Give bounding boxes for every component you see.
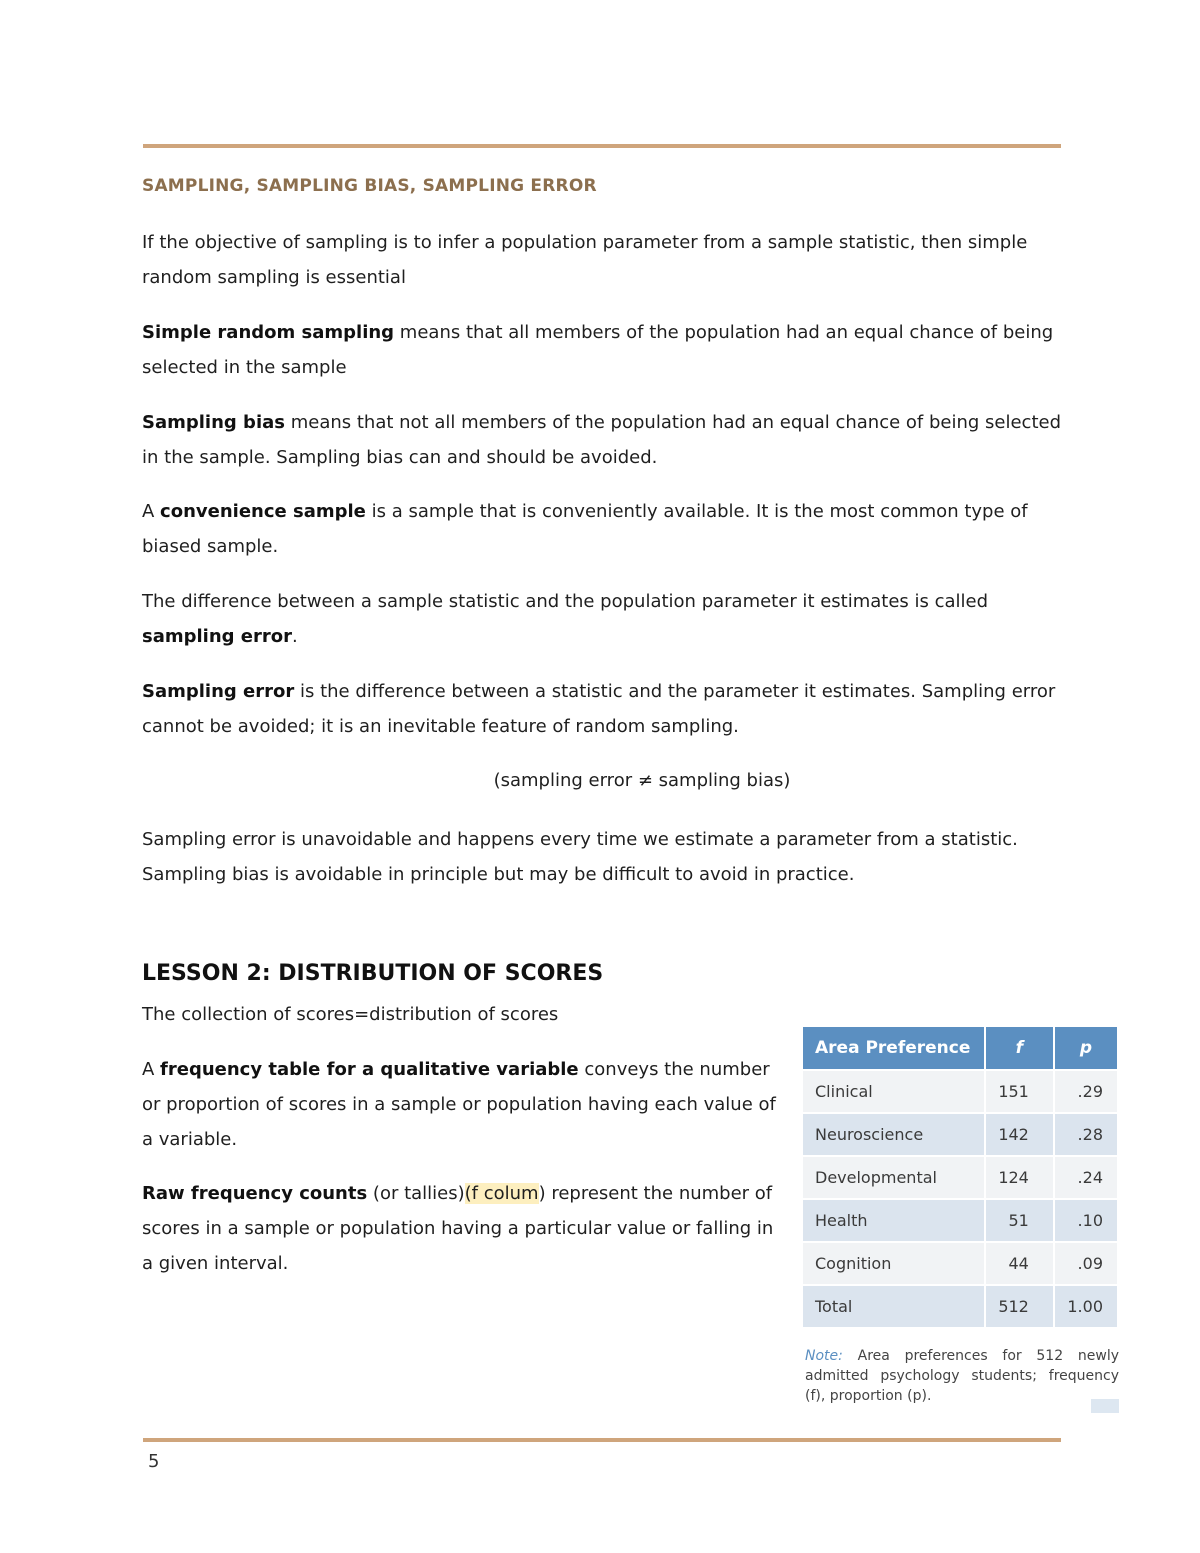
centered-equation: (sampling error ≠ sampling bias) [493,770,791,791]
term-convenience-sample: convenience sample [160,501,366,522]
cell-f: 44 [986,1243,1053,1284]
paragraph-text: The difference between a sample statistic and the population parameter it estimates is called [142,591,989,612]
cell-p: .24 [1055,1157,1117,1198]
cell-f: 124 [986,1157,1053,1198]
paragraph-frequency-table [142,1052,782,1157]
decorative-block [1091,1399,1119,1413]
cell-f: 142 [986,1114,1053,1155]
cell-f: 512 [986,1286,1053,1327]
highlighted-text: (f colum [464,1183,539,1204]
paragraph-suffix: . [292,626,298,647]
paragraph-sampling-bias [142,405,1062,475]
table-note [805,1346,1119,1406]
term-sampling-error: sampling error [142,626,293,647]
paragraph-srs-objective [142,225,1062,295]
table-row [803,1114,1117,1155]
cell-area: Total [803,1286,984,1327]
cell-p: 1.00 [1055,1286,1117,1327]
table-row [803,1157,1117,1198]
paragraph-difference [142,584,1062,654]
paragraph-prefix: A [142,501,161,522]
cell-area: Health [803,1200,984,1241]
definition-text: conveys the number or proportion of scores in a sample or population having each value of a variable. [142,1059,776,1150]
note-label: Note: [805,1348,843,1364]
lesson-intro [142,997,782,1032]
note-text: Area preferences for 512 newly admitted psychology students; frequency (f), proportion (p). [805,1348,1119,1404]
paragraph-text: Sampling error is unavoidable and happens every time we estimate a parameter from a statistic. Sampling bias is avoidable in principle but may be difficult to avoid in practice. [142,829,1018,885]
section-heading: SAMPLING, SAMPLING BIAS, SAMPLING ERROR [142,176,597,196]
frequency-table [803,1027,1117,1329]
cell-p: .10 [1055,1200,1117,1241]
table-row [803,1243,1117,1284]
paragraph-convenience-sample [142,494,1062,564]
top-divider [143,144,1061,148]
column-header-f: f [986,1027,1053,1069]
definition-text: means that not all members of the population had an equal chance of being selected in the sample. Sampling bias can and should be avoided. [142,412,1062,468]
cell-area: Cognition [803,1243,984,1284]
definition-text: ) represent the number of scores in a sample or population having a particular value or falling in a given interval. [142,1183,774,1274]
cell-area: Neuroscience [803,1114,984,1155]
cell-p: .09 [1055,1243,1117,1284]
cell-f: 151 [986,1071,1053,1112]
table-row [803,1200,1117,1241]
paragraph-simple-random-sampling [142,315,1062,385]
paragraph-text: The collection of scores=distribution of scores [142,1004,559,1025]
paragraph-raw-frequency [142,1176,782,1281]
term-raw-frequency-counts: Raw frequency counts [142,1183,368,1204]
column-header-p: p [1055,1027,1117,1069]
page-number: 5 [148,1451,160,1472]
term-frequency-table: frequency table for a qualitative variable [160,1059,579,1080]
paragraph-text: (or tallies) [367,1183,465,1204]
lesson-heading: LESSON 2: DISTRIBUTION OF SCORES [142,961,604,986]
table-header-row [803,1027,1117,1069]
paragraph-prefix: A [142,1059,161,1080]
definition-text: is a sample that is conveniently available. It is the most common type of biased sample. [142,501,1028,557]
table-row-total [803,1286,1117,1327]
cell-p: .28 [1055,1114,1117,1155]
cell-p: .29 [1055,1071,1117,1112]
term-sampling-bias: Sampling bias [142,412,285,433]
cell-area: Clinical [803,1071,984,1112]
paragraph-text: If the objective of sampling is to infer a population parameter from a sample statistic, then simple random sampling is essential [142,232,1028,288]
bottom-divider [143,1438,1061,1442]
cell-area: Developmental [803,1157,984,1198]
term-sampling-error: Sampling error [142,681,295,702]
column-header-area: Area Preference [803,1027,984,1069]
table-row [803,1071,1117,1112]
paragraph-summary [142,822,1062,892]
definition-text: is the difference between a statistic and the parameter it estimates. Sampling error cannot be avoided; it is an inevitable feature of random sampling. [142,681,1056,737]
paragraph-sampling-error [142,674,1062,744]
term-simple-random-sampling: Simple random sampling [142,322,395,343]
definition-text: means that all members of the population had an equal chance of being selected in the sample [142,322,1054,378]
cell-f: 51 [986,1200,1053,1241]
